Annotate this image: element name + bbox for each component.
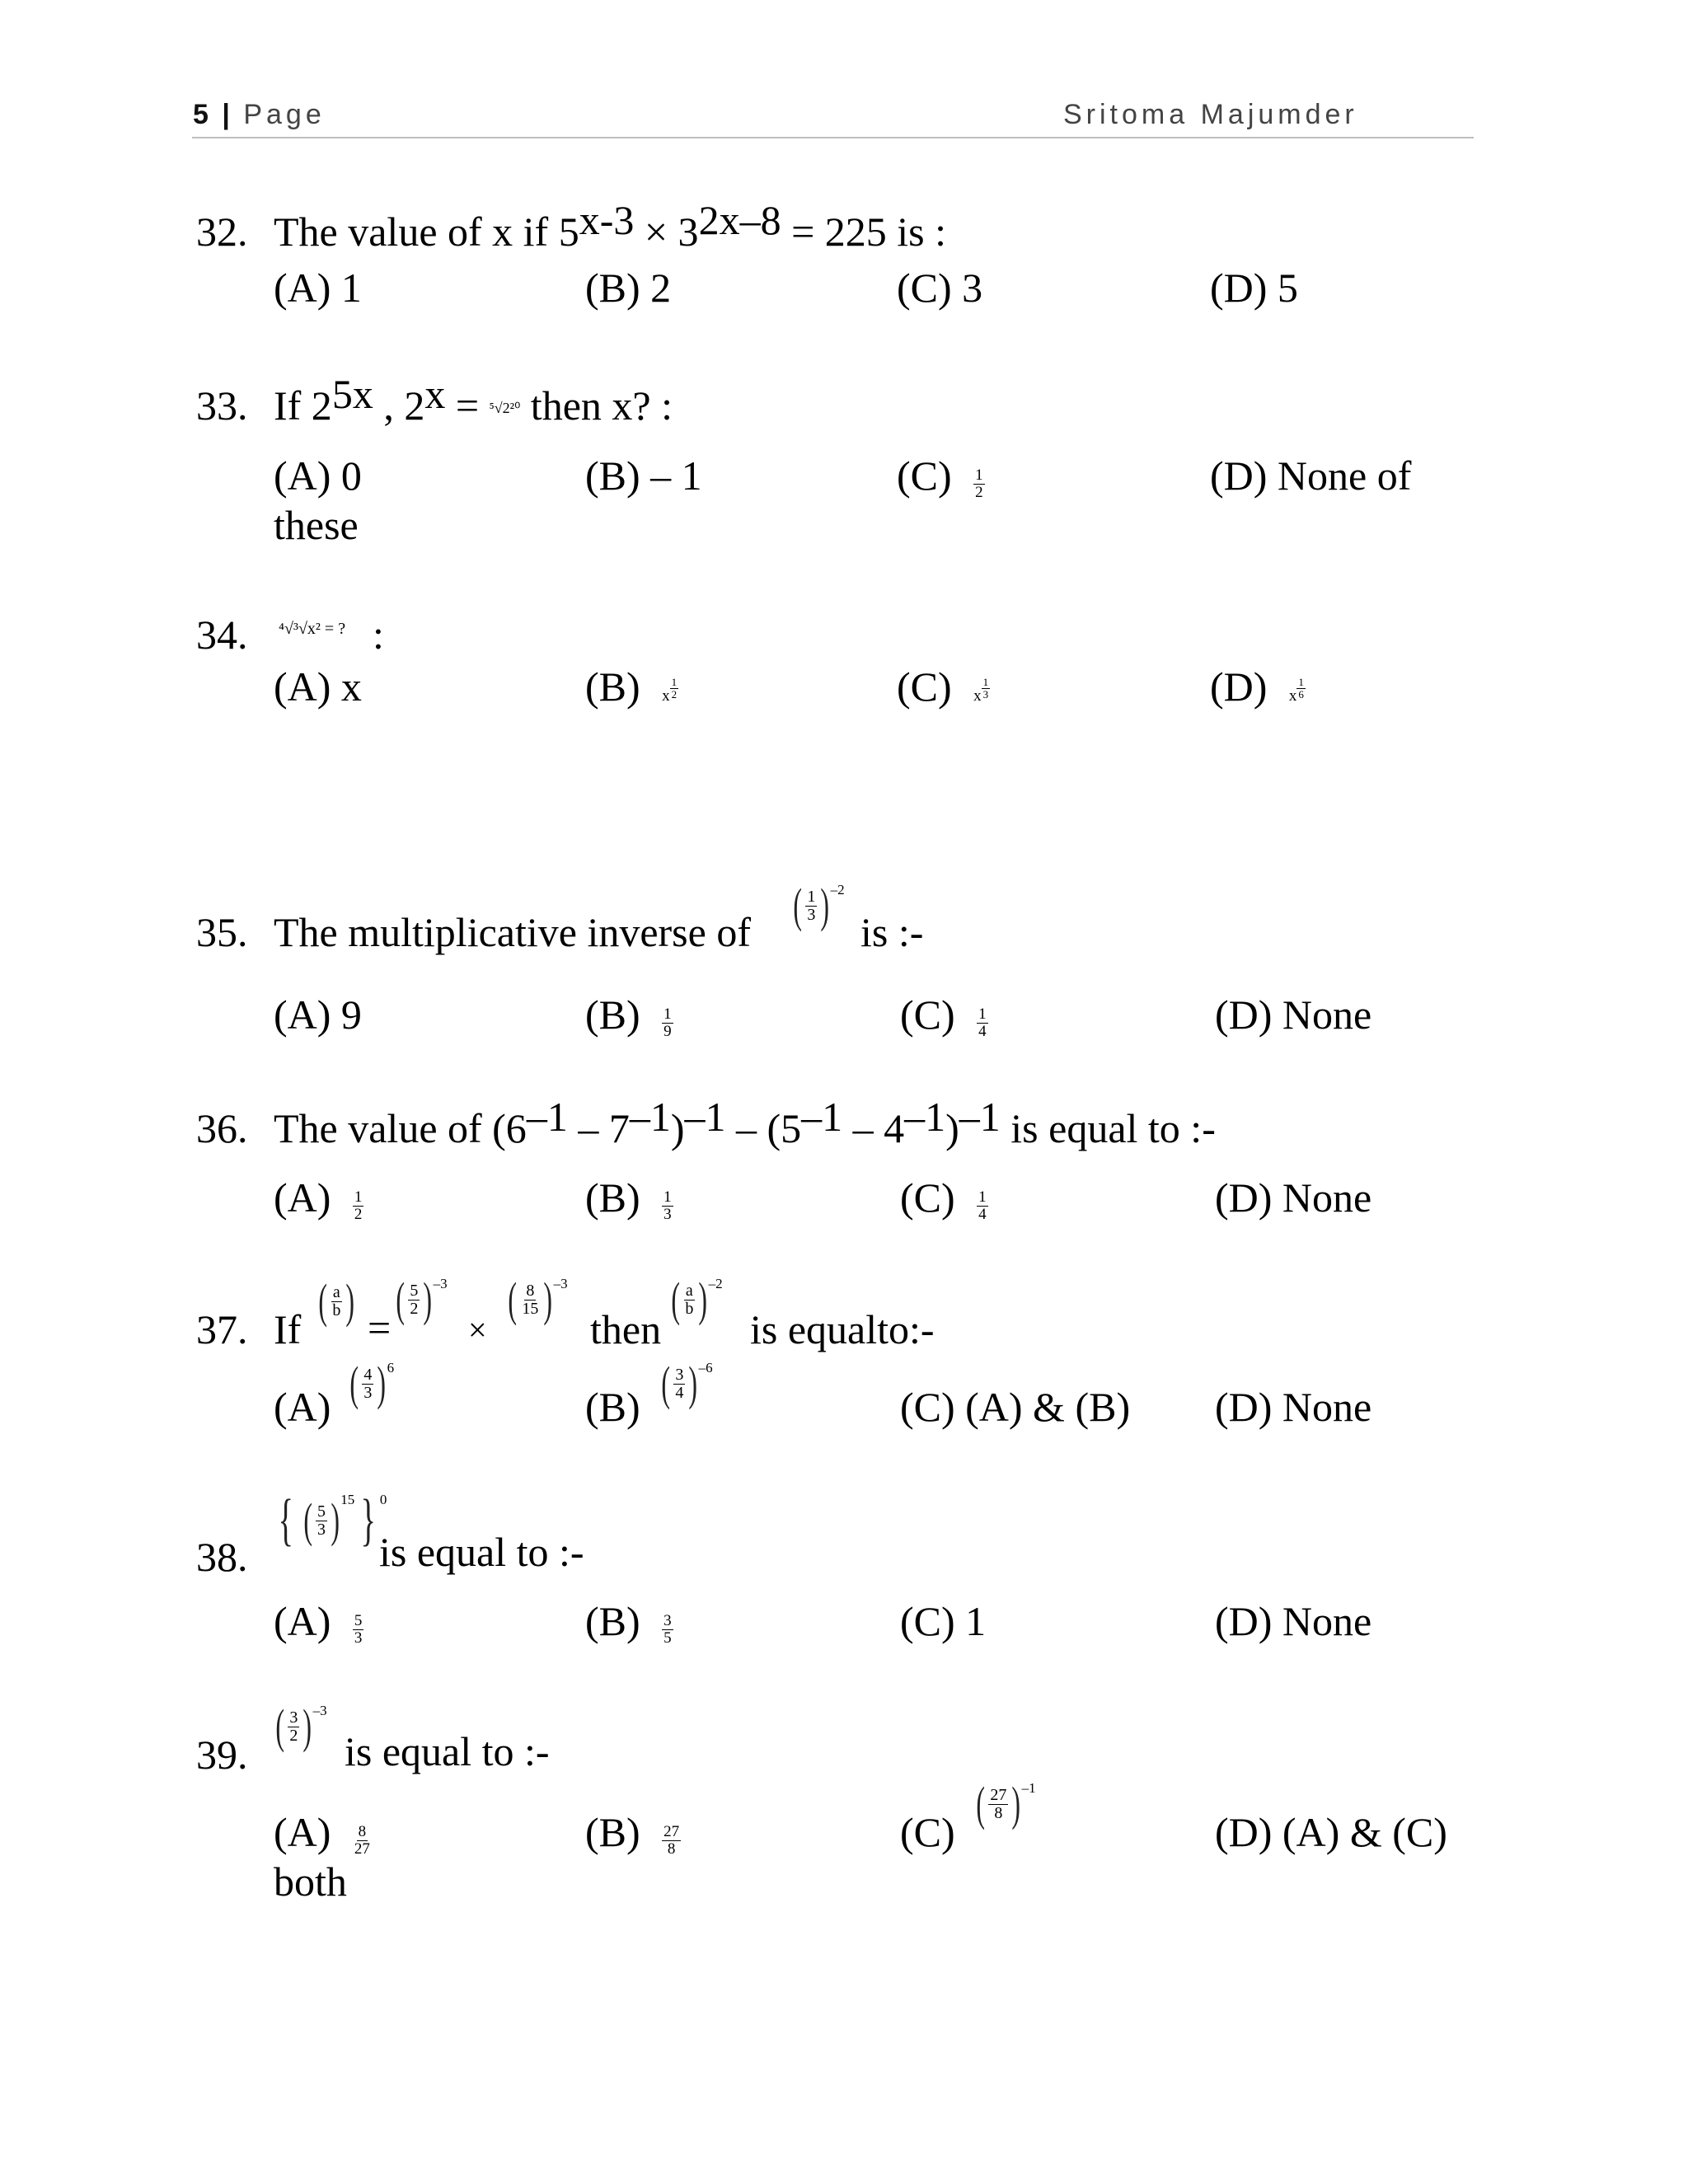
q36-option-b — [585, 1174, 673, 1223]
q38-nested-power: { ( $\frac{5}{3}$ ) 15 } 0 — [278, 1488, 387, 1552]
q37-fraction — [683, 1282, 695, 1318]
q36-exponent: –1 — [684, 1094, 726, 1140]
q37-fraction-power-2: ( $\frac{8}{15}$ ) –3 — [508, 1272, 568, 1326]
q39-option-c-fraction: ( $\frac{27}{8}$ ) –1 — [976, 1777, 1036, 1830]
q33-root-expression: ⁵√2²⁰ — [489, 400, 521, 416]
fraction-denominator: b — [685, 1299, 694, 1318]
fraction-numerator: a — [332, 1282, 340, 1301]
q36-text-part: – 4 — [842, 1105, 905, 1151]
fraction-denominator: 2 — [289, 1726, 298, 1745]
q37-option-a-label: (A) — [274, 1384, 331, 1430]
fraction-numerator: 1 — [663, 1005, 672, 1023]
q37-option-d: (D) None — [1215, 1384, 1372, 1430]
question-33-number: 33. — [196, 382, 248, 429]
fraction-denominator: 8 — [667, 1840, 676, 1858]
q39-option-a — [274, 1811, 372, 1858]
q35-fraction-power: ( $\frac{1}{3}$ ) –2 — [793, 879, 845, 932]
q38-option-c: (C) 1 — [900, 1598, 987, 1644]
q33-exponent: 5x — [331, 371, 373, 417]
q39-option-b-fraction — [662, 1824, 681, 1858]
q36-option-b-label: (B) — [585, 1174, 640, 1221]
q33-option-c-fraction — [973, 467, 985, 501]
q36-exponent: –1 — [801, 1094, 843, 1140]
q36-exponent: –1 — [904, 1094, 946, 1140]
author-name: Sritoma Majumder — [1063, 99, 1358, 130]
fraction-numerator: 1 — [671, 676, 678, 688]
fraction-denominator: 8 — [994, 1803, 1003, 1822]
question-35-number: 35. — [196, 909, 248, 955]
q37-exponent: –3 — [433, 1276, 448, 1291]
q36-option-c — [900, 1174, 988, 1223]
q36-text-part: – (5 — [725, 1105, 802, 1151]
fraction-numerator: 1 — [1298, 676, 1304, 688]
q35-option-b — [585, 991, 673, 1040]
q38-option-d: (D) None — [1215, 1598, 1372, 1644]
q35-option-a: (A) 9 — [274, 991, 362, 1038]
fraction-denominator: 4 — [978, 1022, 987, 1040]
fraction-denominator: 27 — [354, 1840, 370, 1858]
q33-text-part: , 2 — [373, 382, 425, 429]
q32-option-b: (B) 2 — [585, 265, 672, 311]
q33-text-part: then x? : — [520, 382, 673, 429]
fraction-numerator: 8 — [526, 1281, 535, 1300]
fraction-numerator: 1 — [982, 676, 989, 688]
fraction-denominator: 2 — [975, 483, 983, 501]
question-33-text — [274, 371, 673, 429]
q39-option-c-label: (C) — [900, 1809, 955, 1855]
q39-option-a-fraction — [353, 1824, 372, 1858]
fraction-numerator: 1 — [663, 1188, 672, 1206]
fraction-denominator: b — [332, 1301, 341, 1319]
q37-exponent: –3 — [553, 1276, 568, 1291]
q36-exponent: –1 — [526, 1094, 568, 1140]
q37-fraction-power-3: ( $\frac{a}{b}$ ) –2 — [671, 1272, 723, 1326]
q38-text: is equal to :- — [379, 1529, 584, 1575]
q34-option-c-exponent — [982, 677, 991, 700]
q32-text-part: = 225 is : — [781, 209, 947, 255]
q36-option-d: (D) None — [1215, 1174, 1372, 1221]
q36-text-part: – 7 — [567, 1105, 630, 1151]
q37-fraction — [331, 1284, 342, 1319]
q37-option-c: (C) (A) & (B) — [900, 1384, 1131, 1430]
page-number: 5 — [193, 99, 210, 130]
fraction-numerator: 3 — [289, 1708, 298, 1727]
fraction-numerator: a — [685, 1281, 693, 1300]
q32-option-d: (D) 5 — [1210, 265, 1298, 311]
header-rule — [192, 137, 1474, 138]
q35-option-b-label: (B) — [585, 991, 640, 1038]
q37-equals: = — [368, 1305, 392, 1351]
q37-fraction-power-1: ( $\frac{5}{2}$ ) –3 — [396, 1272, 448, 1326]
q38-option-b-label: (B) — [585, 1598, 640, 1644]
fraction-numerator: 1 — [807, 887, 816, 906]
q34-option-a: (A) x — [274, 663, 362, 710]
q39-option-b-label: (B) — [585, 1809, 640, 1855]
q33-text-part: = — [445, 382, 480, 429]
q36-option-b-fraction — [662, 1189, 673, 1223]
q33-option-c — [897, 452, 985, 501]
fraction-numerator: 27 — [663, 1823, 680, 1840]
page-word: Page — [243, 99, 326, 130]
q37-text-if: If — [274, 1306, 302, 1352]
q35-option-d: (D) None — [1215, 991, 1372, 1038]
fraction-denominator: 5 — [663, 1629, 672, 1647]
fraction-denominator: 3 — [982, 687, 989, 701]
fraction-numerator: 5 — [354, 1612, 363, 1629]
q37-option-b-fraction: ( $\frac{3}{4}$ ) –6 — [661, 1357, 713, 1410]
q39-exponent: –3 — [312, 1703, 327, 1718]
q35-text-end: is :- — [860, 909, 924, 955]
q37-exponent: –6 — [698, 1360, 713, 1376]
q39-fraction — [288, 1709, 299, 1745]
q39-text: is equal to :- — [345, 1728, 550, 1774]
fraction-denominator: 6 — [1298, 687, 1304, 701]
q34-option-d-label: (D) — [1210, 663, 1268, 710]
q35-exponent: –2 — [830, 882, 845, 898]
fraction-denominator: 15 — [522, 1299, 539, 1318]
fraction-numerator: 1 — [354, 1188, 363, 1206]
fraction-denominator: 3 — [663, 1205, 672, 1223]
q32-text-part: The value of x if 5 — [274, 209, 579, 255]
q36-option-a-label: (A) — [274, 1174, 331, 1221]
q34-option-b-label: (B) — [585, 663, 640, 710]
q39-option-d: (D) (A) & (C) — [1215, 1809, 1447, 1855]
q39-option-a-label: (A) — [274, 1809, 331, 1855]
fraction-denominator: 4 — [978, 1205, 987, 1223]
q37-fraction — [362, 1366, 373, 1402]
q38-fraction — [316, 1503, 327, 1539]
fraction-numerator: 4 — [363, 1365, 373, 1384]
q37-exponent: –2 — [708, 1276, 723, 1291]
fraction-numerator: 8 — [358, 1823, 367, 1840]
fraction-numerator: 3 — [663, 1612, 672, 1629]
fraction-numerator: 1 — [975, 466, 983, 484]
q37-fraction-ab: ( $\frac{a}{b}$ ) — [318, 1274, 355, 1328]
q36-option-a — [274, 1174, 363, 1223]
q32-option-c: (C) 3 — [897, 265, 983, 311]
question-38-number: 38. — [196, 1534, 248, 1580]
q39-fraction — [988, 1787, 1008, 1822]
question-32-text — [274, 197, 947, 255]
q38-outer-exponent: 0 — [379, 1492, 387, 1507]
fraction-denominator: 3 — [363, 1383, 373, 1402]
q39-option-a-wrap: both — [274, 1858, 347, 1905]
q36-text-part: The value of (6 — [274, 1105, 527, 1151]
q38-option-b-fraction — [662, 1613, 673, 1647]
q38-option-a-fraction — [353, 1613, 364, 1647]
q36-option-c-label: (C) — [900, 1174, 955, 1221]
q33-option-a: (A) 0 — [274, 452, 362, 499]
question-37-number: 37. — [196, 1306, 248, 1352]
q32-text-part: × 3 — [634, 209, 699, 255]
q38-inner-exponent: 15 — [340, 1492, 355, 1507]
fraction-denominator: 3 — [316, 1520, 326, 1539]
header-separator: | — [222, 99, 232, 130]
q36-text-part: is equal to :- — [1000, 1105, 1216, 1151]
fraction-numerator: 1 — [978, 1188, 987, 1206]
q35-option-c — [900, 991, 988, 1040]
q38-option-a-label: (A) — [274, 1598, 331, 1644]
q32-exponent: x-3 — [579, 197, 635, 243]
question-34-number: 34. — [196, 612, 248, 658]
q34-root-expression: ⁴√³√x² = ? — [279, 620, 346, 638]
q36-text-part: ) — [945, 1105, 959, 1151]
question-36-text — [274, 1094, 1216, 1151]
q33-option-c-label: (C) — [897, 452, 952, 499]
q37-times: × — [468, 1311, 487, 1348]
q38-option-a — [274, 1598, 363, 1647]
q37-fraction — [520, 1282, 540, 1318]
q33-option-d: (D) None of — [1210, 452, 1412, 499]
q39-fraction-power: ( $\frac{3}{2}$ ) –3 — [275, 1699, 327, 1753]
question-36-number: 36. — [196, 1105, 248, 1151]
q37-fraction — [673, 1366, 685, 1402]
q32-option-a: (A) 1 — [274, 265, 362, 311]
q37-option-b-label: (B) — [585, 1384, 640, 1430]
q33-option-b: (B) – 1 — [585, 452, 702, 499]
fraction-numerator: 5 — [410, 1281, 419, 1300]
fraction-denominator: 2 — [410, 1299, 419, 1318]
fraction-numerator: 3 — [675, 1365, 684, 1384]
q34-option-b — [585, 663, 678, 710]
q33-exponent: x — [424, 371, 446, 417]
q37-fraction — [408, 1282, 420, 1318]
fraction-numerator: 5 — [316, 1502, 326, 1521]
q37-exponent: 6 — [387, 1360, 395, 1376]
q34-option-b-exponent — [670, 677, 679, 700]
fraction-denominator: 2 — [354, 1205, 363, 1223]
fraction-denominator: 4 — [675, 1383, 684, 1402]
q37-option-a-fraction: ( $\frac{4}{3}$ ) 6 — [349, 1357, 395, 1410]
q33-option-a-wrap: these — [274, 502, 359, 548]
q37-text-then: then — [590, 1306, 662, 1352]
q34-option-c-base: x — [973, 687, 982, 705]
q35-option-b-fraction — [662, 1006, 673, 1040]
fraction-denominator: 3 — [354, 1629, 363, 1647]
q36-exponent: –1 — [959, 1094, 1001, 1140]
fraction-denominator: 3 — [807, 905, 816, 924]
q34-option-d-base: x — [1288, 687, 1297, 705]
q39-option-b — [585, 1811, 681, 1858]
q35-option-c-fraction — [977, 1006, 988, 1040]
q35-text: The multiplicative inverse of — [274, 909, 751, 955]
q35-option-c-label: (C) — [900, 991, 955, 1038]
q34-option-d — [1210, 663, 1306, 710]
q36-text-part: ) — [670, 1105, 685, 1151]
q35-fraction — [805, 888, 817, 924]
q32-exponent: 2x–8 — [698, 197, 781, 243]
q36-option-c-fraction — [977, 1189, 988, 1223]
fraction-denominator: 9 — [663, 1022, 672, 1040]
q36-exponent: –1 — [629, 1094, 671, 1140]
q37-text-end: is equalto:- — [750, 1306, 935, 1352]
q34-option-c — [897, 663, 990, 710]
q34-option-d-exponent — [1296, 677, 1306, 700]
page-header-left — [193, 99, 326, 131]
q39-exponent: –1 — [1021, 1780, 1036, 1796]
q36-option-a-fraction — [353, 1189, 364, 1223]
q34-option-b-base: x — [662, 687, 670, 705]
q34-option-c-label: (C) — [897, 663, 952, 710]
fraction-numerator: 1 — [978, 1005, 987, 1023]
fraction-denominator: 2 — [671, 687, 678, 701]
q33-text-part: If 2 — [274, 382, 332, 429]
question-32-number: 32. — [196, 209, 248, 255]
q38-option-b — [585, 1598, 673, 1647]
q34-colon: : — [373, 612, 384, 658]
question-39-number: 39. — [196, 1732, 248, 1778]
fraction-numerator: 27 — [990, 1785, 1007, 1804]
